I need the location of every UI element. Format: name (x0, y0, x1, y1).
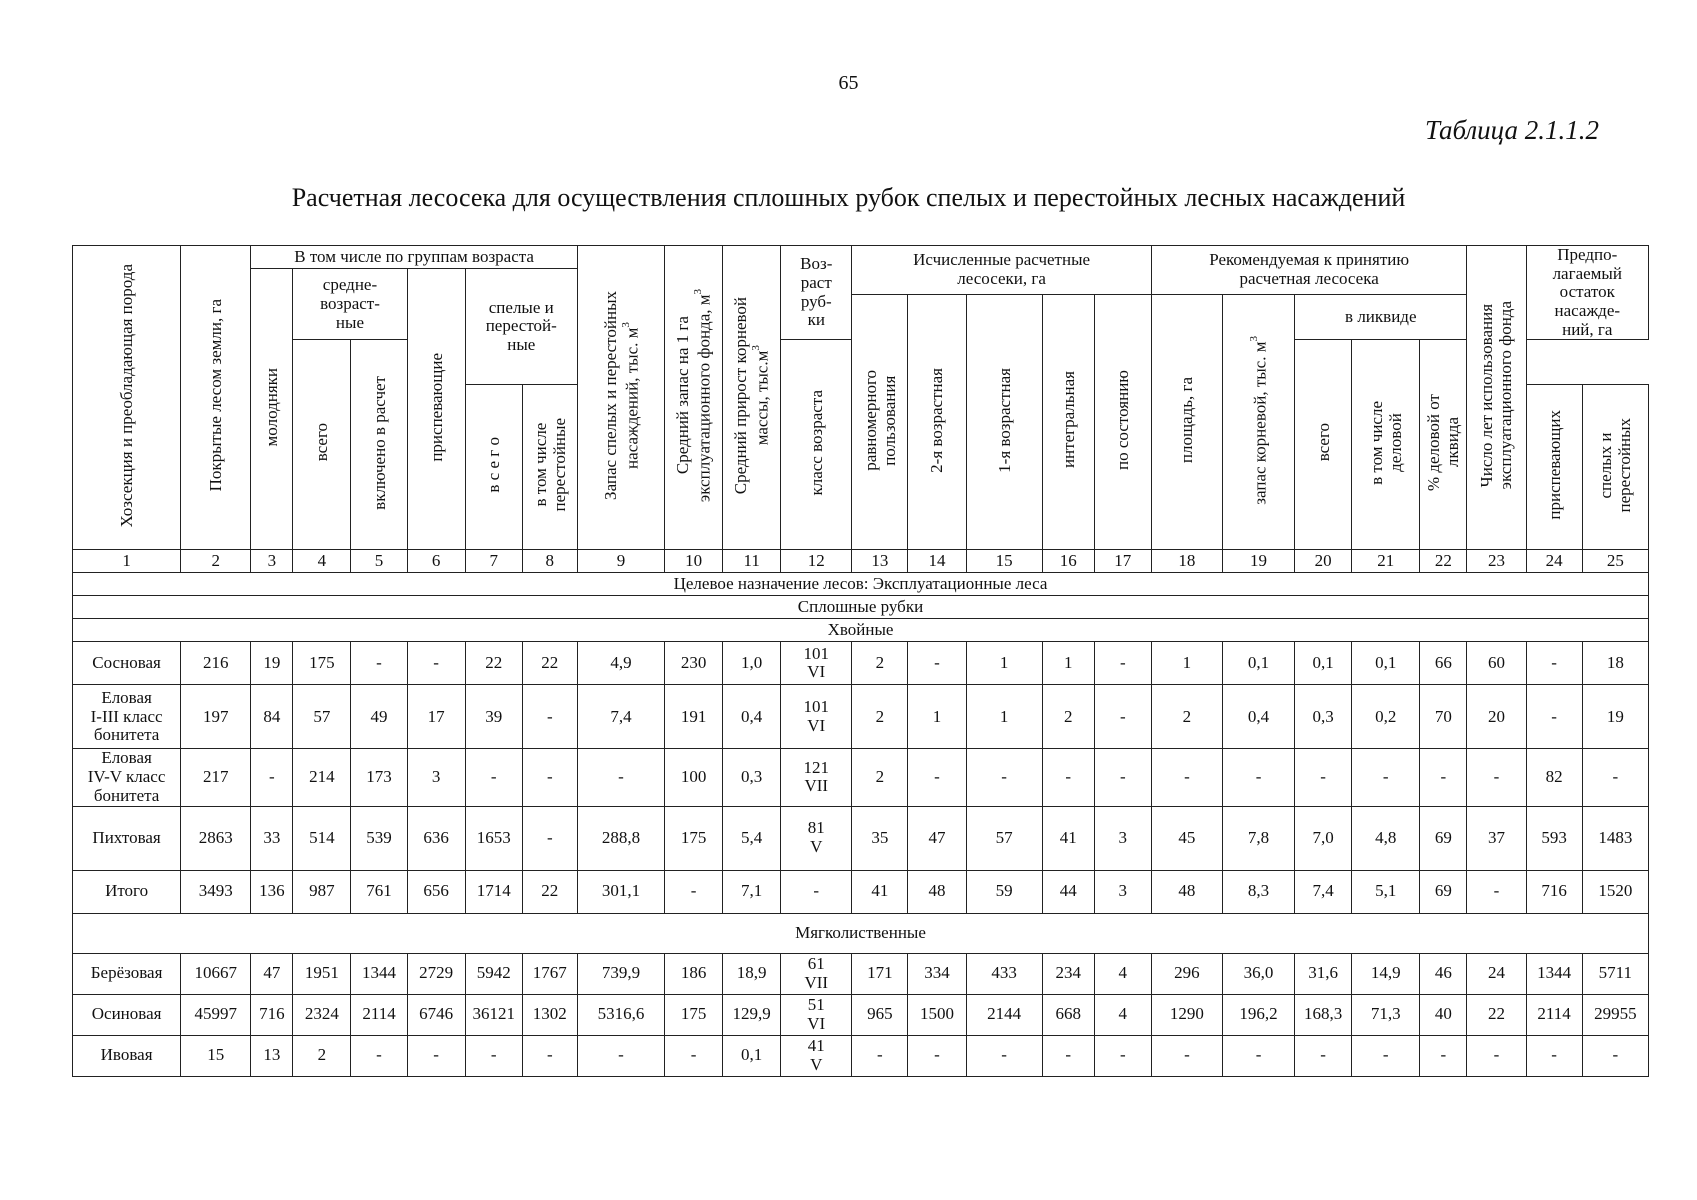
table-cell: - (407, 1035, 465, 1076)
table-cell: 13 (251, 1035, 293, 1076)
column-number: 10 (665, 550, 723, 573)
column-number: 5 (351, 550, 407, 573)
table-cell: 1290 (1151, 994, 1222, 1035)
table-cell: - (1094, 685, 1151, 749)
table-cell: 15 (181, 1035, 251, 1076)
table-cell: 2324 (293, 994, 351, 1035)
table-cell: - (1526, 685, 1582, 749)
table-cell: 45 (1151, 806, 1222, 870)
table-cell: 2863 (181, 806, 251, 870)
table-cell: 3 (407, 749, 465, 806)
header-species: Хозсекция и преобладающая порода (73, 246, 181, 550)
table-cell: 217 (181, 749, 251, 806)
table-cell: 41 V (781, 1035, 852, 1076)
table-cell: 1344 (351, 953, 407, 994)
table-cell: 593 (1526, 806, 1582, 870)
table-cell: 656 (407, 870, 465, 913)
table-cell: - (1151, 749, 1222, 806)
column-numbers-row (73, 550, 1649, 573)
header-mid-aged: средне- возраст- ные (293, 269, 407, 340)
table-cell: - (908, 1035, 966, 1076)
table-cell: 5,4 (723, 806, 781, 870)
table-cell: 48 (908, 870, 966, 913)
table-cell: 18,9 (723, 953, 781, 994)
header-mature-total: в с е г о (465, 385, 522, 550)
table-cell: 0,4 (1222, 685, 1294, 749)
section-purpose: Целевое назначение лесов: Эксплуатационные леса (73, 573, 1649, 596)
table-cell: 168,3 (1295, 994, 1352, 1035)
table-cell: 5316,6 (577, 994, 664, 1035)
header-liquid-commercial: в том числе деловой (1352, 340, 1420, 550)
table-cell: 48 (1151, 870, 1222, 913)
table-cell: 171 (852, 953, 908, 994)
table-cell: 20 (1467, 685, 1526, 749)
header-mature-over: в том числе перестойные (522, 385, 577, 550)
table-cell: 39 (465, 685, 522, 749)
table-cell: 175 (665, 994, 723, 1035)
table-cell: 1483 (1582, 806, 1648, 870)
table-cell: - (908, 749, 966, 806)
table-cell: 1,0 (723, 642, 781, 685)
header-age-class: класс возраста (781, 340, 852, 550)
header-calc-integral: интегральная (1042, 295, 1094, 550)
table-cell: 0,1 (1222, 642, 1294, 685)
header-calc-second: 2-я возрастная (908, 295, 966, 550)
table-cell: 7,1 (723, 870, 781, 913)
table-cell: 1520 (1582, 870, 1648, 913)
section-conifer: Хвойные (73, 619, 1649, 642)
table-cell: 1 (966, 685, 1042, 749)
section-cut-type: Сплошные рубки (73, 596, 1649, 619)
table-cell: - (407, 642, 465, 685)
table-cell: 4,9 (577, 642, 664, 685)
table-cell: 2 (1151, 685, 1222, 749)
table-cell: - (1042, 749, 1094, 806)
table-cell: 186 (665, 953, 723, 994)
table-cell: 57 (966, 806, 1042, 870)
table-cell: 197 (181, 685, 251, 749)
row-name-cell: Берёзовая (73, 953, 181, 994)
header-liquid-percent: % деловой от лквида (1420, 340, 1467, 550)
table-cell: - (781, 870, 852, 913)
table-cell: - (522, 1035, 577, 1076)
table-cell: 196,2 (1222, 994, 1294, 1035)
table-cell: - (966, 749, 1042, 806)
section-row (73, 619, 1649, 642)
lesoseka-table (72, 245, 1649, 1077)
table-row (73, 749, 1649, 806)
header-pre-mature: приспевающие (407, 269, 465, 550)
table-cell: 24 (1467, 953, 1526, 994)
column-number: 21 (1352, 550, 1420, 573)
table-cell: - (351, 642, 407, 685)
table-cell: 2144 (966, 994, 1042, 1035)
table-cell: - (665, 1035, 723, 1076)
table-cell: 5711 (1582, 953, 1648, 994)
table-cell: 2 (852, 685, 908, 749)
column-number: 11 (723, 550, 781, 573)
column-number: 23 (1467, 550, 1526, 573)
table-cell: 1653 (465, 806, 522, 870)
table-cell: 1344 (1526, 953, 1582, 994)
table-row (73, 685, 1649, 749)
table-cell: - (852, 1035, 908, 1076)
table-cell: 22 (522, 642, 577, 685)
header-liquid-total: всего (1295, 340, 1352, 550)
header-calc-uniform: равномерного пользования (852, 295, 908, 550)
table-cell: 41 (1042, 806, 1094, 870)
table-cell: 10667 (181, 953, 251, 994)
table-cell: 173 (351, 749, 407, 806)
header-calculated: Исчисленные расчетные лесосеки, га (852, 246, 1152, 295)
table-cell: - (665, 870, 723, 913)
header-age-groups: В том числе по группам возраста (251, 246, 578, 269)
table-cell: 17 (407, 685, 465, 749)
column-number: 24 (1526, 550, 1582, 573)
table-cell: 1 (908, 685, 966, 749)
column-number: 7 (465, 550, 522, 573)
table-cell: 716 (251, 994, 293, 1035)
table-cell: - (1094, 642, 1151, 685)
table-cell: 668 (1042, 994, 1094, 1035)
table-cell: - (1094, 749, 1151, 806)
column-number: 14 (908, 550, 966, 573)
table-cell: - (522, 806, 577, 870)
table-cell: 46 (1420, 953, 1467, 994)
table-cell: 716 (1526, 870, 1582, 913)
table-cell: - (1467, 749, 1526, 806)
table-cell: 29955 (1582, 994, 1648, 1035)
table-cell: 47 (251, 953, 293, 994)
table-cell: 47 (908, 806, 966, 870)
table-cell: 2729 (407, 953, 465, 994)
table-cell: - (1467, 1035, 1526, 1076)
table-cell: 101 VI (781, 685, 852, 749)
table-cell: 129,9 (723, 994, 781, 1035)
table-cell: 288,8 (577, 806, 664, 870)
column-number: 15 (966, 550, 1042, 573)
header-mature: спелые и перестой- ные (465, 269, 577, 385)
page-number: 65 (838, 72, 859, 94)
table-cell: - (1420, 1035, 1467, 1076)
table-cell: - (1526, 1035, 1582, 1076)
table-cell: 57 (293, 685, 351, 749)
table-cell: - (966, 1035, 1042, 1076)
table-cell: 334 (908, 953, 966, 994)
header-mid-included: включено в расчет (351, 340, 407, 550)
table-cell: 14,9 (1352, 953, 1420, 994)
table-cell: 2114 (351, 994, 407, 1035)
document-title: Расчетная лесосека для осуществления сплошных рубок спелых и перестойных лесных насаждений (291, 183, 1406, 212)
column-number: 3 (251, 550, 293, 573)
table-cell: 433 (966, 953, 1042, 994)
table-cell: 1767 (522, 953, 577, 994)
table-cell: 3 (1094, 870, 1151, 913)
table-cell: 7,4 (1295, 870, 1352, 913)
column-number: 9 (577, 550, 664, 573)
header-cut-age: Воз- раст руб- ки (781, 246, 852, 340)
table-cell: 1 (966, 642, 1042, 685)
table-cell: 3493 (181, 870, 251, 913)
table-cell: - (522, 685, 577, 749)
table-cell: 40 (1420, 994, 1467, 1035)
section-row (73, 596, 1649, 619)
table-cell: - (1352, 1035, 1420, 1076)
table-cell: 7,8 (1222, 806, 1294, 870)
column-number: 4 (293, 550, 351, 573)
table-cell: - (577, 749, 664, 806)
column-number: 2 (181, 550, 251, 573)
header-calc-condition: по состоянию (1094, 295, 1151, 550)
table-cell: - (1042, 1035, 1094, 1076)
table-cell: - (251, 749, 293, 806)
row-name-cell: Осиновая (73, 994, 181, 1035)
table-cell: 965 (852, 994, 908, 1035)
table-cell: 539 (351, 806, 407, 870)
header-recommended: Рекомендуемая к принятию расчетная лесосека (1151, 246, 1467, 295)
table-cell: - (1582, 749, 1648, 806)
table-cell: 4,8 (1352, 806, 1420, 870)
table-cell: 51 VI (781, 994, 852, 1035)
header-mid-total: всего (293, 340, 351, 550)
table-cell: 0,1 (723, 1035, 781, 1076)
table-cell: 2 (1042, 685, 1094, 749)
row-name-cell: Еловая I-III класс бонитета (73, 685, 181, 749)
table-cell: 1 (1151, 642, 1222, 685)
table-cell: 214 (293, 749, 351, 806)
table-cell: 136 (251, 870, 293, 913)
table-cell: 5942 (465, 953, 522, 994)
table-cell: 22 (465, 642, 522, 685)
table-row (73, 870, 1649, 913)
table-cell: 19 (251, 642, 293, 685)
table-cell: 2 (293, 1035, 351, 1076)
table-cell: 0,1 (1352, 642, 1420, 685)
table-cell: 230 (665, 642, 723, 685)
header-avg-growth: Средний прирост корневой массы, $тыс.м^3$ (723, 246, 781, 550)
row-name-cell: Еловая IV-V класс бонитета (73, 749, 181, 806)
table-cell: 0,1 (1295, 642, 1352, 685)
table-cell: 987 (293, 870, 351, 913)
column-number: 8 (522, 550, 577, 573)
table-cell: - (1295, 1035, 1352, 1076)
table-cell: 1500 (908, 994, 966, 1035)
column-number: 19 (1222, 550, 1294, 573)
column-number: 1 (73, 550, 181, 573)
table-cell: 33 (251, 806, 293, 870)
table-cell: 7,0 (1295, 806, 1352, 870)
table-cell: 22 (1467, 994, 1526, 1035)
table-cell: 1714 (465, 870, 522, 913)
table-cell: 19 (1582, 685, 1648, 749)
table-cell: - (522, 749, 577, 806)
table-cell: 1 (1042, 642, 1094, 685)
table-cell: 175 (293, 642, 351, 685)
table-cell: - (1222, 749, 1294, 806)
table-cell: 82 (1526, 749, 1582, 806)
header-liquid: в ликвиде (1295, 295, 1467, 340)
table-cell: 35 (852, 806, 908, 870)
table-cell: 8,3 (1222, 870, 1294, 913)
table-cell: 41 (852, 870, 908, 913)
table-row (73, 953, 1649, 994)
table-cell: 1302 (522, 994, 577, 1035)
table-row (73, 806, 1649, 870)
section-softwood: Мягколиственные (73, 913, 1649, 953)
header-rec-stock: запас корневой, тыс. $м^3$ (1222, 295, 1294, 550)
column-number: 17 (1094, 550, 1151, 573)
table-cell: 0,3 (1295, 685, 1352, 749)
table-cell: 36121 (465, 994, 522, 1035)
table-cell: - (351, 1035, 407, 1076)
table-cell: 45997 (181, 994, 251, 1035)
table-cell: 1951 (293, 953, 351, 994)
header-mature-stock: Запас спелых и перестойных насаждений, тыс. $м^3$ (577, 246, 664, 550)
table-cell: - (577, 1035, 664, 1076)
table-cell: 2 (852, 749, 908, 806)
table-cell: 4 (1094, 994, 1151, 1035)
table-cell: - (1420, 749, 1467, 806)
column-number: 12 (781, 550, 852, 573)
table-cell: 2 (852, 642, 908, 685)
header-row-1 (73, 246, 1649, 269)
table-cell: - (1582, 1035, 1648, 1076)
table-cell: - (1295, 749, 1352, 806)
row-name-cell: Пихтовая (73, 806, 181, 870)
column-number: 16 (1042, 550, 1094, 573)
table-cell: 301,1 (577, 870, 664, 913)
table-cell: 0,4 (723, 685, 781, 749)
header-remain: Предпо- лагаемый остаток насажде- ний, га (1526, 246, 1648, 340)
header-forest-area: Покрытые лесом земли, га (181, 246, 251, 550)
table-cell: 22 (522, 870, 577, 913)
header-rec-area: площадь, га (1151, 295, 1222, 550)
header-years: Число лет использования эксплуатационного фонда (1467, 246, 1526, 550)
table-cell: - (908, 642, 966, 685)
row-name-cell: Ивовая (73, 1035, 181, 1076)
table-cell: 61 VII (781, 953, 852, 994)
table-cell: 101 VI (781, 642, 852, 685)
table-cell: - (1151, 1035, 1222, 1076)
table-cell: 4 (1094, 953, 1151, 994)
table-cell: 49 (351, 685, 407, 749)
table-cell: 0,2 (1352, 685, 1420, 749)
table-cell: 60 (1467, 642, 1526, 685)
table-cell: 636 (407, 806, 465, 870)
table-cell: - (465, 749, 522, 806)
table-cell: - (1222, 1035, 1294, 1076)
header-calc-first: 1-я возрастная (966, 295, 1042, 550)
column-number: 25 (1582, 550, 1648, 573)
table-cell: 296 (1151, 953, 1222, 994)
table-cell: 761 (351, 870, 407, 913)
table-cell: 84 (251, 685, 293, 749)
table-row (73, 1035, 1649, 1076)
table-cell: 6746 (407, 994, 465, 1035)
table-cell: 44 (1042, 870, 1094, 913)
table-cell: - (1467, 870, 1526, 913)
table-cell: 514 (293, 806, 351, 870)
table-cell: 3 (1094, 806, 1151, 870)
table-cell: 216 (181, 642, 251, 685)
table-cell: 36,0 (1222, 953, 1294, 994)
table-cell: 5,1 (1352, 870, 1420, 913)
table-cell: - (465, 1035, 522, 1076)
table-cell: 70 (1420, 685, 1467, 749)
table-cell: 121 VII (781, 749, 852, 806)
table-cell: 18 (1582, 642, 1648, 685)
table-cell: - (1526, 642, 1582, 685)
header-young: молодняки (251, 269, 293, 550)
column-number: 18 (1151, 550, 1222, 573)
table-cell: - (1352, 749, 1420, 806)
table-cell: 71,3 (1352, 994, 1420, 1035)
table-cell: 31,6 (1295, 953, 1352, 994)
table-cell: 191 (665, 685, 723, 749)
column-number: 13 (852, 550, 908, 573)
table-row (73, 642, 1649, 685)
row-name-cell: Итого (73, 870, 181, 913)
table-cell: 66 (1420, 642, 1467, 685)
header-avg-stock: Средний запас на 1 га эксплуатационного фонда, $м^3$ (665, 246, 723, 550)
table-cell: 69 (1420, 870, 1467, 913)
table-cell: - (1094, 1035, 1151, 1076)
table-cell: 2114 (1526, 994, 1582, 1035)
header-remain-pre: приспевающих (1526, 385, 1582, 550)
table-cell: 37 (1467, 806, 1526, 870)
table-cell: 0,3 (723, 749, 781, 806)
row-name-cell: Сосновая (73, 642, 181, 685)
column-number: 20 (1295, 550, 1352, 573)
header-remain-mature: спелых и перестойных (1582, 385, 1648, 550)
table-cell: 100 (665, 749, 723, 806)
table-cell: 81 V (781, 806, 852, 870)
table-cell: 69 (1420, 806, 1467, 870)
column-number: 22 (1420, 550, 1467, 573)
section-row (73, 913, 1649, 953)
table-row (73, 994, 1649, 1035)
table-cell: 7,4 (577, 685, 664, 749)
column-number: 6 (407, 550, 465, 573)
section-row (73, 573, 1649, 596)
table-cell: 59 (966, 870, 1042, 913)
table-cell: 175 (665, 806, 723, 870)
table-label: Таблица 2.1.1.2 (1424, 115, 1599, 145)
table-cell: 234 (1042, 953, 1094, 994)
table-cell: 739,9 (577, 953, 664, 994)
